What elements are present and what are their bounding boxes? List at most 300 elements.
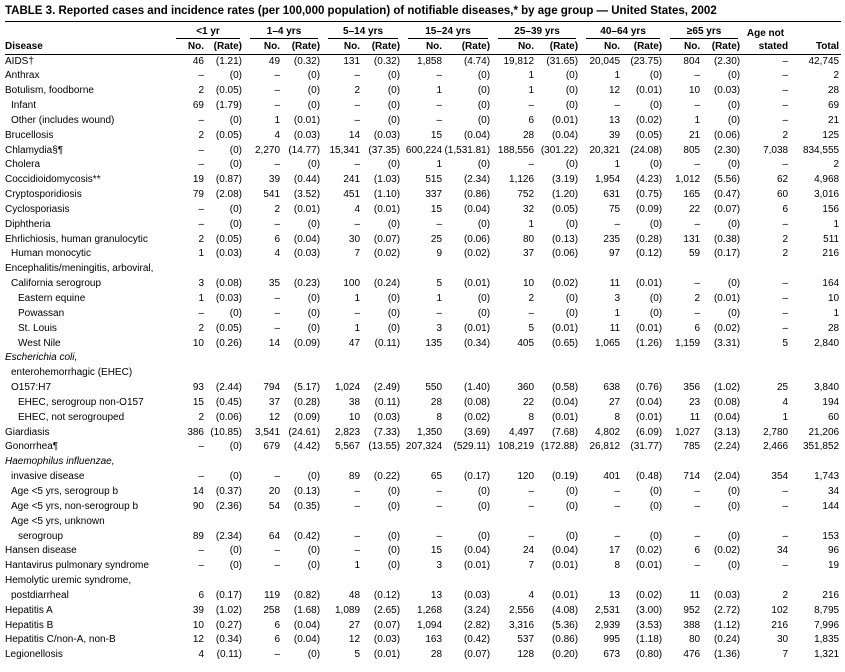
incidence-rate: (0.22) bbox=[373, 471, 401, 483]
incidence-rate: (0.01) bbox=[551, 560, 579, 572]
disease-name: Hemolytic uremic syndrome, bbox=[5, 575, 132, 587]
incidence-rate: (0) bbox=[727, 114, 741, 126]
case-count: 1 bbox=[614, 159, 621, 171]
incidence-rate: (0.04) bbox=[551, 545, 579, 557]
case-count: 15 bbox=[430, 129, 443, 141]
total-count: 19 bbox=[827, 560, 840, 572]
disease-name: Eastern equine bbox=[18, 293, 86, 304]
empty-row-cells bbox=[170, 262, 841, 277]
incidence-rate: (0.42) bbox=[463, 634, 491, 646]
case-count: – bbox=[528, 500, 535, 512]
incidence-rate: (0.03) bbox=[373, 634, 401, 646]
age-not-stated-count: – bbox=[782, 85, 789, 97]
age-not-stated-header-line2: stated bbox=[742, 39, 788, 54]
disease-name: Hepatitis C/non-A, non-B bbox=[5, 634, 116, 646]
incidence-rate: (0.04) bbox=[293, 619, 321, 631]
disease-data-row bbox=[5, 440, 841, 455]
header-row-subcolumns bbox=[5, 39, 841, 54]
incidence-rate: (0.76) bbox=[635, 382, 663, 394]
incidence-rate: (1.79) bbox=[215, 100, 243, 112]
age-not-stated-count: 2 bbox=[782, 248, 789, 260]
total-count: 69 bbox=[827, 100, 840, 112]
incidence-rate: (0) bbox=[727, 278, 741, 290]
case-count: – bbox=[274, 545, 281, 557]
case-count: – bbox=[694, 278, 701, 290]
incidence-rate: (3.24) bbox=[463, 604, 491, 616]
incidence-rate: (0.07) bbox=[373, 233, 401, 245]
incidence-rate: (0) bbox=[229, 218, 243, 230]
incidence-rate: (0) bbox=[477, 218, 491, 230]
incidence-rate: (0) bbox=[727, 70, 741, 82]
case-count: 258 bbox=[263, 604, 281, 616]
case-count: 3 bbox=[614, 293, 621, 304]
incidence-rate: (0.32) bbox=[293, 55, 321, 67]
incidence-rate: (0) bbox=[307, 560, 321, 572]
case-count: 10 bbox=[688, 85, 701, 97]
age-not-stated-count: 2 bbox=[782, 589, 789, 601]
case-count: 2 bbox=[528, 293, 535, 304]
incidence-rate: (0.04) bbox=[463, 203, 491, 215]
age-not-stated-count: – bbox=[782, 114, 789, 126]
incidence-rate: (3.13) bbox=[713, 426, 741, 438]
age-not-stated-count: 216 bbox=[771, 619, 789, 631]
incidence-rate: (0.01) bbox=[551, 589, 579, 601]
total-count: 834,555 bbox=[802, 144, 840, 156]
case-count: 714 bbox=[683, 471, 701, 483]
incidence-rate: (0.05) bbox=[215, 129, 243, 141]
case-count: 1 bbox=[528, 218, 535, 230]
section-label-row bbox=[5, 515, 841, 530]
incidence-rate: (0) bbox=[307, 159, 321, 171]
case-count: 108,219 bbox=[497, 441, 535, 453]
incidence-rate: (1.36) bbox=[713, 649, 741, 661]
case-count: 386 bbox=[187, 426, 204, 438]
incidence-rate: (0) bbox=[307, 471, 321, 483]
incidence-rate: (0) bbox=[229, 471, 243, 483]
case-count: – bbox=[436, 114, 443, 126]
disease-name: Age <5 yrs, serogroup b bbox=[11, 485, 119, 497]
case-count: 8 bbox=[528, 411, 535, 423]
case-count: – bbox=[354, 159, 361, 171]
empty-row-cells bbox=[170, 574, 841, 589]
total-count: 1,743 bbox=[814, 471, 840, 483]
incidence-rate: (0) bbox=[565, 85, 579, 97]
case-count: 4,497 bbox=[509, 426, 535, 438]
case-count: 4 bbox=[198, 649, 204, 661]
case-count: – bbox=[436, 500, 443, 512]
case-count: – bbox=[614, 100, 621, 112]
age-not-stated-count: – bbox=[782, 278, 789, 290]
incidence-rate: (2.30) bbox=[713, 144, 741, 156]
case-count: 1 bbox=[528, 70, 535, 82]
incidence-rate: (0) bbox=[229, 159, 243, 171]
incidence-rate: (0.23) bbox=[293, 278, 321, 290]
incidence-rate: (0) bbox=[387, 307, 401, 319]
case-count: 1,954 bbox=[595, 174, 621, 186]
incidence-rate: (0.02) bbox=[635, 589, 663, 601]
incidence-rate: (7.68) bbox=[551, 426, 579, 438]
incidence-rate: (0.04) bbox=[293, 634, 321, 646]
incidence-rate: (2.65) bbox=[373, 604, 401, 616]
incidence-rate: (6.09) bbox=[635, 426, 663, 438]
disease-data-row bbox=[5, 307, 841, 322]
case-count: – bbox=[694, 560, 701, 572]
age-not-stated-count: – bbox=[782, 293, 789, 304]
incidence-rate: (0.03) bbox=[463, 589, 491, 601]
age-group-header-25-39 bbox=[492, 24, 580, 39]
incidence-rate: (0) bbox=[477, 307, 491, 319]
incidence-rate: (3.53) bbox=[635, 619, 663, 631]
case-count: 135 bbox=[425, 337, 443, 349]
case-count: 804 bbox=[683, 55, 701, 67]
disease-name: West Nile bbox=[18, 337, 61, 349]
disease-name: Other (includes wound) bbox=[11, 114, 115, 126]
case-count: 20,321 bbox=[589, 144, 621, 156]
incidence-rate: (0.09) bbox=[635, 203, 663, 215]
incidence-rate: (0) bbox=[387, 159, 401, 171]
case-count: – bbox=[436, 218, 443, 230]
case-count: – bbox=[528, 159, 535, 171]
case-count: 752 bbox=[517, 189, 535, 201]
incidence-rate: (0.04) bbox=[463, 129, 491, 141]
case-count: – bbox=[694, 530, 701, 542]
rate-header: (Rate) bbox=[204, 39, 244, 54]
incidence-rate: (0.11) bbox=[374, 337, 401, 349]
incidence-rate: (0) bbox=[727, 100, 741, 112]
incidence-rate: (0) bbox=[229, 144, 243, 156]
case-count: 10 bbox=[192, 337, 204, 349]
incidence-rate: (0) bbox=[229, 441, 243, 453]
disease-name: serogroup bbox=[18, 530, 64, 542]
case-count: 13 bbox=[430, 589, 443, 601]
case-count: 22 bbox=[522, 396, 535, 408]
disease-data-row bbox=[5, 604, 841, 619]
disease-data-row bbox=[5, 426, 841, 441]
case-count: – bbox=[198, 218, 204, 230]
total-count: 216 bbox=[822, 248, 840, 260]
no-header: No. bbox=[322, 39, 360, 54]
case-count: 1,268 bbox=[417, 604, 443, 616]
case-count: 25 bbox=[430, 233, 443, 245]
incidence-rate: (31.65) bbox=[546, 55, 579, 67]
disease-data-row bbox=[5, 530, 841, 545]
incidence-rate: (0.82) bbox=[293, 589, 321, 601]
case-count: 1,065 bbox=[595, 337, 621, 349]
disease-data-row bbox=[5, 292, 841, 307]
total-count: 21 bbox=[827, 114, 840, 126]
incidence-rate: (0.06) bbox=[215, 411, 243, 423]
case-count: 28 bbox=[522, 129, 535, 141]
incidence-rate: (0.86) bbox=[551, 634, 579, 646]
disease-name: Legionellosis bbox=[5, 649, 63, 661]
incidence-rate: (0.07) bbox=[713, 203, 741, 215]
total-count: 1 bbox=[833, 307, 840, 319]
incidence-rate: (0.01) bbox=[463, 560, 491, 572]
case-count: – bbox=[694, 100, 701, 112]
incidence-rate: (0) bbox=[565, 159, 579, 171]
case-count: 89 bbox=[192, 530, 204, 542]
incidence-rate: (0.17) bbox=[463, 471, 491, 483]
total-count: 2 bbox=[833, 159, 840, 171]
incidence-rate: (3.31) bbox=[713, 337, 741, 349]
incidence-rate: (0.19) bbox=[551, 471, 579, 483]
incidence-rate: (0) bbox=[727, 159, 741, 171]
incidence-rate: (0) bbox=[307, 100, 321, 112]
no-header: No. bbox=[664, 39, 700, 54]
disease-name: Powassan bbox=[18, 307, 65, 319]
incidence-rate: (0) bbox=[307, 649, 321, 661]
disease-name: postdiarrheal bbox=[11, 589, 69, 601]
incidence-rate: (0) bbox=[565, 307, 579, 319]
disease-data-row bbox=[5, 54, 841, 69]
case-count: – bbox=[354, 114, 361, 126]
incidence-rate: (0.02) bbox=[713, 545, 741, 557]
case-count: – bbox=[274, 649, 281, 661]
incidence-rate: (0) bbox=[727, 307, 741, 319]
case-count: 47 bbox=[348, 337, 361, 349]
case-count: 1 bbox=[528, 85, 535, 97]
empty-row-cells bbox=[170, 351, 841, 366]
disease-data-row bbox=[5, 589, 841, 604]
incidence-rate: (0.03) bbox=[373, 129, 401, 141]
case-count: 49 bbox=[268, 55, 281, 67]
disease-data-row bbox=[5, 69, 841, 84]
disease-name: Age <5 yrs, unknown bbox=[11, 515, 105, 527]
disease-name: Cryptosporidiosis bbox=[5, 189, 82, 201]
case-count: – bbox=[354, 500, 361, 512]
incidence-rate: (0.02) bbox=[463, 248, 491, 260]
case-count: – bbox=[528, 485, 535, 497]
total-count: 1 bbox=[833, 218, 840, 230]
incidence-rate: (0.05) bbox=[215, 233, 243, 245]
case-count: 2,823 bbox=[335, 426, 361, 438]
incidence-rate: (0) bbox=[565, 293, 579, 304]
incidence-rate: (0) bbox=[565, 70, 579, 82]
incidence-rate: (0) bbox=[477, 500, 491, 512]
case-count: 10 bbox=[522, 278, 535, 290]
incidence-rate: (172.88) bbox=[540, 441, 579, 453]
case-count: 4 bbox=[274, 129, 281, 141]
case-count: 541 bbox=[263, 189, 281, 201]
age-not-stated-count: 2 bbox=[782, 233, 789, 245]
incidence-rate: (0) bbox=[477, 70, 491, 82]
case-count: 5,567 bbox=[335, 441, 361, 453]
notifiable-diseases-table bbox=[5, 24, 841, 663]
case-count: 131 bbox=[683, 233, 701, 245]
disease-data-row bbox=[5, 500, 841, 515]
total-count: 1,835 bbox=[814, 634, 840, 646]
incidence-rate: (0.06) bbox=[713, 129, 741, 141]
age-not-stated-count: 2,780 bbox=[763, 426, 789, 438]
case-count: – bbox=[198, 114, 204, 126]
case-count: 28 bbox=[430, 396, 443, 408]
incidence-rate: (301.22) bbox=[540, 144, 579, 156]
total-count: 125 bbox=[822, 129, 840, 141]
case-count: – bbox=[274, 70, 281, 82]
incidence-rate: (0) bbox=[649, 70, 663, 82]
case-count: – bbox=[528, 307, 535, 319]
incidence-rate: (2.44) bbox=[215, 382, 243, 394]
incidence-rate: (0) bbox=[229, 203, 243, 215]
incidence-rate: (0.08) bbox=[463, 396, 491, 408]
total-count: 2,840 bbox=[814, 337, 840, 349]
case-count: 59 bbox=[688, 248, 701, 260]
disease-name: Hepatitis A bbox=[5, 604, 53, 616]
incidence-rate: (0.80) bbox=[635, 649, 663, 661]
case-count: 11 bbox=[689, 589, 701, 601]
incidence-rate: (0) bbox=[387, 85, 401, 97]
incidence-rate: (0.38) bbox=[713, 233, 741, 245]
incidence-rate: (2.08) bbox=[215, 189, 243, 201]
total-count: 34 bbox=[827, 485, 840, 497]
case-count: – bbox=[274, 85, 281, 97]
incidence-rate: (0.75) bbox=[635, 189, 663, 201]
table-header bbox=[5, 24, 841, 54]
total-count: 7,996 bbox=[814, 619, 840, 631]
incidence-rate: (0.86) bbox=[463, 189, 491, 201]
incidence-rate: (0) bbox=[649, 159, 663, 171]
case-count: 6 bbox=[694, 545, 701, 557]
incidence-rate: (1.40) bbox=[463, 382, 491, 394]
case-count: – bbox=[694, 500, 701, 512]
case-count: 80 bbox=[688, 634, 701, 646]
case-count: 1 bbox=[198, 248, 204, 260]
section-label-row bbox=[5, 574, 841, 589]
case-count: 1,089 bbox=[335, 604, 361, 616]
table-title: TABLE 3. Reported cases and incidence rates (per 100,000 population) of notifiable diseases,* by age group — United States, 2002 bbox=[5, 5, 841, 22]
incidence-rate: (0.04) bbox=[463, 545, 491, 557]
case-count: 14 bbox=[268, 337, 281, 349]
case-count: 35 bbox=[268, 278, 281, 290]
total-count: 164 bbox=[822, 278, 840, 290]
case-count: – bbox=[694, 159, 701, 171]
case-count: 8 bbox=[614, 411, 621, 423]
incidence-rate: (0) bbox=[477, 85, 491, 97]
total-count: 1,321 bbox=[814, 649, 840, 661]
case-count: 10 bbox=[348, 411, 361, 423]
case-count: – bbox=[694, 70, 701, 82]
disease-data-row bbox=[5, 158, 841, 173]
case-count: 15,341 bbox=[329, 144, 361, 156]
case-count: 90 bbox=[192, 500, 204, 512]
disease-data-row bbox=[5, 381, 841, 396]
incidence-rate: (0.11) bbox=[374, 396, 401, 408]
incidence-rate: (0) bbox=[307, 85, 321, 97]
case-count: 1,012 bbox=[675, 174, 701, 186]
total-count: 21,206 bbox=[808, 426, 840, 438]
incidence-rate: (0.65) bbox=[551, 337, 579, 349]
incidence-rate: (0) bbox=[229, 307, 243, 319]
incidence-rate: (0.28) bbox=[293, 396, 321, 408]
total-count: 511 bbox=[823, 233, 840, 245]
incidence-rate: (0.42) bbox=[293, 530, 321, 542]
case-count: 38 bbox=[348, 396, 361, 408]
no-header: No. bbox=[244, 39, 280, 54]
disease-data-row bbox=[5, 544, 841, 559]
case-count: 1 bbox=[694, 114, 701, 126]
incidence-rate: (0.87) bbox=[215, 174, 243, 186]
empty-row-cells bbox=[170, 515, 841, 530]
age-not-stated-count: 25 bbox=[776, 382, 789, 394]
incidence-rate: (0) bbox=[565, 100, 579, 112]
case-count: 6 bbox=[198, 589, 204, 601]
case-count: – bbox=[274, 471, 281, 483]
incidence-rate: (0) bbox=[727, 500, 741, 512]
case-count: – bbox=[354, 485, 361, 497]
incidence-rate: (0) bbox=[727, 560, 741, 572]
case-count: 6 bbox=[274, 634, 281, 646]
incidence-rate: (0.01) bbox=[373, 649, 401, 661]
total-header: Total bbox=[788, 39, 841, 54]
case-count: 2,531 bbox=[595, 604, 621, 616]
incidence-rate: (0.08) bbox=[713, 396, 741, 408]
incidence-rate: (2.82) bbox=[463, 619, 491, 631]
incidence-rate: (0.03) bbox=[713, 589, 741, 601]
disease-name: enterohemorrhagic (EHEC) bbox=[11, 367, 133, 379]
case-count: – bbox=[198, 203, 204, 215]
age-not-stated-count: 102 bbox=[771, 604, 789, 616]
case-count: 54 bbox=[268, 500, 281, 512]
incidence-rate: (0.03) bbox=[713, 85, 741, 97]
case-count: 120 bbox=[517, 471, 535, 483]
case-count: 32 bbox=[522, 203, 535, 215]
case-count: – bbox=[528, 100, 535, 112]
incidence-rate: (0.03) bbox=[215, 293, 243, 304]
total-count: 156 bbox=[822, 203, 840, 215]
case-count: – bbox=[198, 159, 204, 171]
case-count: – bbox=[274, 307, 281, 319]
case-count: 39 bbox=[268, 174, 281, 186]
incidence-rate: (5.36) bbox=[551, 619, 579, 631]
case-count: 1 bbox=[198, 293, 204, 304]
age-not-stated-count: – bbox=[782, 560, 789, 572]
empty-row-cells bbox=[170, 366, 841, 381]
incidence-rate: (5.56) bbox=[713, 174, 741, 186]
case-count: 27 bbox=[348, 619, 361, 631]
incidence-rate: (0) bbox=[727, 485, 741, 497]
total-count: 3,016 bbox=[814, 189, 840, 201]
incidence-rate: (0.37) bbox=[215, 485, 243, 497]
total-count: 60 bbox=[827, 411, 840, 423]
incidence-rate: (1.68) bbox=[293, 604, 321, 616]
incidence-rate: (2.49) bbox=[373, 382, 401, 394]
case-count: 2 bbox=[694, 293, 701, 304]
incidence-rate: (0.58) bbox=[551, 382, 579, 394]
disease-data-row bbox=[5, 322, 841, 337]
total-count: 216 bbox=[822, 589, 840, 601]
disease-data-row bbox=[5, 619, 841, 634]
case-count: 3 bbox=[198, 278, 204, 290]
case-count: 600,224 bbox=[405, 144, 443, 156]
case-count: 3 bbox=[436, 322, 443, 334]
case-count: 476 bbox=[683, 649, 701, 661]
incidence-rate: (0.01) bbox=[463, 322, 491, 334]
case-count: 12 bbox=[268, 411, 281, 423]
incidence-rate: (0.09) bbox=[293, 411, 321, 423]
incidence-rate: (529.11) bbox=[453, 441, 491, 453]
incidence-rate: (37.35) bbox=[368, 144, 401, 156]
case-count: 1 bbox=[436, 85, 443, 97]
disease-data-row bbox=[5, 114, 841, 129]
case-count: 952 bbox=[683, 604, 701, 616]
case-count: 4 bbox=[274, 248, 281, 260]
case-count: 1,027 bbox=[675, 426, 701, 438]
case-count: 1 bbox=[354, 293, 361, 304]
incidence-rate: (0.08) bbox=[215, 278, 243, 290]
disease-name: Hantavirus pulmonary syndrome bbox=[5, 560, 149, 572]
rate-header: (Rate) bbox=[534, 39, 580, 54]
incidence-rate: (0) bbox=[387, 293, 401, 304]
